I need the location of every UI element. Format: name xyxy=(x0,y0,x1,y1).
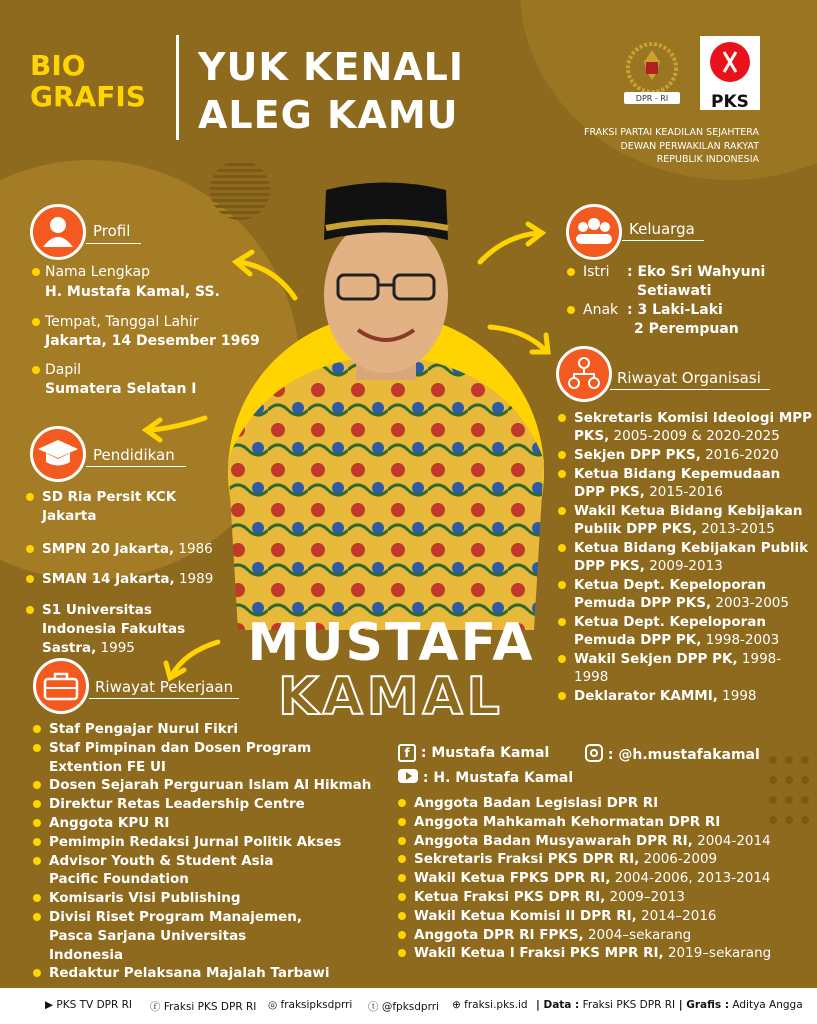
name-value: H. Mustafa Kamal, SS. xyxy=(45,284,220,300)
list-item: Dosen Sejarah Perguruan Islam Al Hikmah xyxy=(33,776,383,795)
name-label: Nama Lengkap xyxy=(45,264,150,280)
pekerjaan-title: Riwayat Pekerjaan xyxy=(95,678,234,696)
list-item: Wakil Ketua I Fraksi PKS MPR RI, 2019–sekarang xyxy=(398,944,798,963)
bullet xyxy=(567,268,575,276)
svg-text:DPR - RI: DPR - RI xyxy=(635,94,669,103)
list-item: Komisaris Visi Publishing xyxy=(33,889,383,908)
profile-icon xyxy=(30,204,86,260)
section-line xyxy=(86,243,141,244)
list-item: SD Ria Persit KCK Jakarta xyxy=(26,488,226,526)
youtube-handle[interactable]: : H. Mustafa Kamal xyxy=(398,769,573,786)
birth-label: Tempat, Tanggal Lahir xyxy=(45,314,199,330)
istri-label: Istri xyxy=(583,264,610,280)
section-line xyxy=(89,698,239,699)
list-item: Anggota KPU RI xyxy=(33,814,383,833)
anak-value-2: 2 Perempuan xyxy=(634,321,739,337)
bullet xyxy=(32,268,40,276)
person-first-name: MUSTAFA xyxy=(247,613,535,673)
section-line xyxy=(610,389,770,390)
list-item: Advisor Youth & Student Asia Pacific Foundation xyxy=(33,852,283,890)
list-item: Anggota Badan Musyawarah DPR RI, 2004-2014 xyxy=(398,832,798,851)
anak-value: : 3 Laki-Laki xyxy=(627,302,723,318)
list-item: Anggota Badan Legislasi DPR RI xyxy=(398,794,798,813)
briefcase-icon xyxy=(33,658,89,714)
globe-icon: ⊕ xyxy=(452,999,461,1011)
youtube-icon: ▶ xyxy=(45,999,54,1011)
footer-credits: | Data : Fraksi PKS DPR RI | Grafis : Aditya Angga xyxy=(536,999,803,1011)
instagram-icon xyxy=(585,744,603,762)
list-item: SMPN 20 Jakarta, 1986 xyxy=(26,540,226,559)
page-title: YUK KENALI ALEG KAMU xyxy=(198,45,465,137)
list-item: Anggota DPR RI FPKS, 2004–sekarang xyxy=(398,926,798,945)
instagram-handle[interactable]: : @h.mustafakamal xyxy=(585,744,760,763)
list-item: Ketua Dept. Kepeloporan Pemuda DPP PKS, 2003-2005 xyxy=(558,576,814,612)
birth-value: Jakarta, 14 Desember 1969 xyxy=(45,333,260,349)
list-item: Redaktur Pelaksana Majalah Tarbawi xyxy=(33,964,383,983)
list-item: Divisi Riset Program Manajemen, Pasca Sarjana Universitas Indonesia xyxy=(33,908,313,964)
list-item: Sekretaris Komisi Ideologi MPP PKS, 2005-2009 & 2020-2025 xyxy=(558,409,814,445)
list-item: Staf Pengajar Nurul Fikri xyxy=(33,720,383,739)
list-item: Wakil Ketua FPKS DPR RI, 2004-2006, 2013-2014 xyxy=(398,869,798,888)
footer-twitter[interactable]: ⓣ @fpksdprri xyxy=(368,1001,439,1013)
twitter-icon: ⓣ xyxy=(368,1001,379,1013)
footer-youtube[interactable]: ▶ PKS TV DPR RI xyxy=(45,999,133,1011)
dapil-value: Sumatera Selatan I xyxy=(45,381,197,397)
section-line xyxy=(86,466,186,467)
facebook-handle[interactable]: f : Mustafa Kamal xyxy=(398,744,549,762)
bio-grafis-label: BIO GRAFIS xyxy=(30,49,146,113)
list-item: Wakil Ketua Bidang Kebijakan Publik DPP PKS, 2013-2015 xyxy=(558,502,814,538)
facebook-icon: ⓕ xyxy=(150,1001,161,1013)
organization-icon xyxy=(556,346,612,402)
anak-label: Anak xyxy=(583,302,619,318)
list-item: Sekretaris Fraksi PKS DPR RI, 2006-2009 xyxy=(398,850,798,869)
instagram-icon: ◎ xyxy=(268,999,278,1011)
fraksi-caption: FRAKSI PARTAI KEADILAN SEJAHTERA DEWAN PERWAKILAN RAKYAT REPUBLIK INDONESIA xyxy=(584,127,759,165)
section-line xyxy=(622,240,704,241)
list-item: Pemimpin Redaksi Jurnal Politik Akses xyxy=(33,833,383,852)
footer-instagram[interactable]: ◎ fraksipksdprri xyxy=(268,999,353,1011)
footer xyxy=(0,988,817,1024)
bullet xyxy=(567,306,575,314)
istri-value: : Eko Sri Wahyuni xyxy=(627,264,766,280)
graduation-cap-icon xyxy=(30,426,86,482)
profil-title: Profil xyxy=(93,222,131,240)
list-item: Staf Pimpinan dan Dosen Program Extention FE UI xyxy=(33,739,313,777)
youtube-icon xyxy=(398,769,418,783)
organisasi-list xyxy=(558,409,814,706)
dpr-list xyxy=(398,794,798,963)
organisasi-title: Riwayat Organisasi xyxy=(617,369,761,387)
pks-logo: PKS xyxy=(700,36,760,110)
bullet xyxy=(32,318,40,326)
list-item: Sekjen DPP PKS, 2016-2020 xyxy=(558,446,814,464)
pendidikan-list xyxy=(26,488,226,658)
facebook-icon: f xyxy=(398,744,416,762)
family-icon xyxy=(566,204,622,260)
list-item: Anggota Mahkamah Kehormatan DPR RI xyxy=(398,813,798,832)
footer-web[interactable]: ⊕ fraksi.pks.id xyxy=(452,999,528,1011)
pendidikan-title: Pendidikan xyxy=(93,446,175,464)
list-item: S1 Universitas Indonesia Fakultas Sastra, 1995 xyxy=(26,601,226,657)
pekerjaan-list xyxy=(33,720,383,983)
bullet xyxy=(32,366,40,374)
person-last-name: KAMAL xyxy=(278,667,504,727)
footer-facebook[interactable]: ⓕ Fraksi PKS DPR RI xyxy=(150,1001,257,1013)
decor-dots xyxy=(765,750,817,860)
dapil-label: Dapil xyxy=(45,362,82,378)
list-item: Ketua Bidang Kepemudaan DPP PKS, 2015-2016 xyxy=(558,465,814,501)
list-item: SMAN 14 Jakarta, 1989 xyxy=(26,570,226,589)
keluarga-title: Keluarga xyxy=(629,220,695,238)
list-item: Wakil Sekjen DPP PK, 1998-1998 xyxy=(558,650,814,686)
list-item: Wakil Ketua Komisi II DPR RI, 2014–2016 xyxy=(398,907,798,926)
list-item: Direktur Retas Leadership Centre xyxy=(33,795,383,814)
list-item: Deklarator KAMMI, 1998 xyxy=(558,687,814,705)
list-item: Ketua Bidang Kebijakan Publik DPP PKS, 2009-2013 xyxy=(558,539,814,575)
list-item: Ketua Dept. Kepeloporan Pemuda DPP PK, 1998-2003 xyxy=(558,613,814,649)
list-item: Ketua Fraksi PKS DPR RI, 2009–2013 xyxy=(398,888,798,907)
istri-value-2: Setiawati xyxy=(637,283,712,299)
